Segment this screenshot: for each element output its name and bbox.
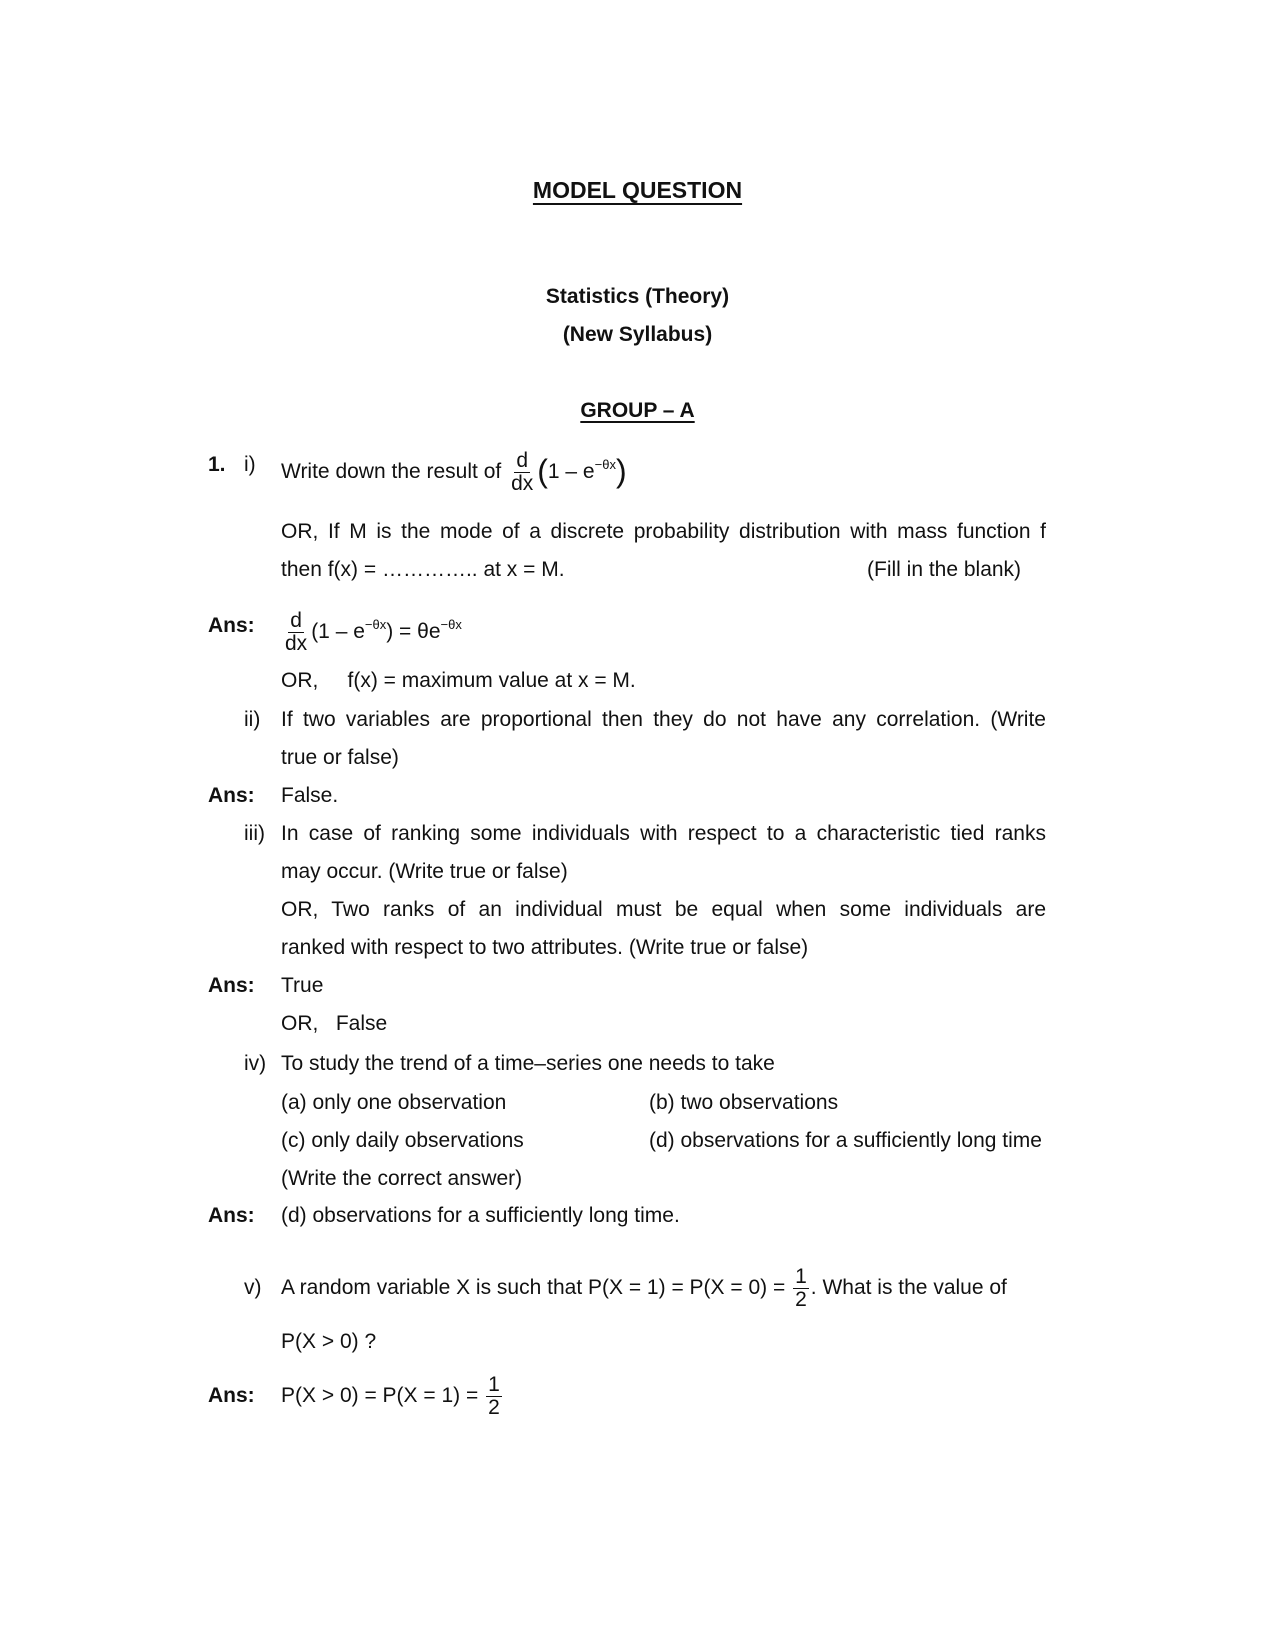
answer-label: Ans: — [208, 614, 255, 637]
q1-i-or-line1: OR, If M is the mode of a discrete probability distribution with mass function f — [281, 520, 1046, 543]
half-fraction: $\frac{1}{2}$ — [795, 1264, 807, 1311]
q1-i-answer: $\frac{d}{dx}$ $(1 - e^{-\theta x}) = \theta e^{-\theta x}$ — [285, 608, 462, 655]
q1-i-answer-or: OR, f(x) = maximum value at x = M. — [281, 669, 636, 692]
q1-i-label: i) — [244, 453, 256, 476]
q1-iv-label: iv) — [244, 1052, 267, 1075]
option-c: (c) only daily observations — [281, 1129, 524, 1152]
q1-i-question: Write down the result of $\frac{d}{dx}$ $(1 - e^{-\theta x})$ — [281, 448, 627, 495]
q1-v-answer: P(X > 0) = P(X = 1) = $\frac{1}{2}$ — [281, 1372, 500, 1419]
q1-ii-answer: False. — [281, 784, 339, 807]
option-d: (d) observations for a sufficiently long time — [649, 1129, 1042, 1152]
q1-iv-instruction: (Write the correct answer) — [281, 1167, 523, 1190]
option-b: (b) two observations — [649, 1091, 839, 1114]
derivative-fraction: $\frac{d}{dx}$ — [285, 608, 308, 655]
page-title: MODEL QUESTION — [532, 177, 743, 203]
answer-label: Ans: — [208, 784, 255, 807]
subject-heading: Statistics (Theory) — [545, 285, 730, 308]
half-fraction: $\frac{1}{2}$ — [488, 1372, 500, 1419]
answer-label: Ans: — [208, 1204, 255, 1227]
q1-v-question: A random variable X is such that P(X = 1) = P(X = 0) = $\frac{1}{2}$ . What is the value of — [281, 1264, 1007, 1311]
derivative-fraction: $\frac{d}{dx}$ — [511, 448, 534, 495]
q1-ii-label: ii) — [244, 708, 261, 731]
answer-label: Ans: — [208, 1384, 255, 1407]
q1-ii-line2: true or false) — [281, 746, 399, 769]
option-a: (a) only one observation — [281, 1091, 507, 1114]
q1-ii-line1: If two variables are proportional then they do not have any correlation. (Write — [281, 708, 1046, 731]
q1-iii-label: iii) — [244, 822, 265, 845]
q1-v-line2: P(X > 0) ? — [281, 1330, 377, 1353]
question-number: 1. — [208, 453, 226, 476]
q1-iii-answer-or: OR, False — [281, 1012, 388, 1035]
q1-iii-answer: True — [281, 974, 324, 997]
q1-iv-answer: (d) observations for a sufficiently long time. — [281, 1204, 680, 1227]
syllabus-heading: (New Syllabus) — [562, 323, 713, 346]
q1-iv-stem: To study the trend of a time–series one needs to take — [281, 1052, 775, 1075]
group-heading: GROUP – A — [580, 399, 695, 422]
q1-iii-line2: may occur. (Write true or false) — [281, 860, 568, 883]
answer-label: Ans: — [208, 974, 255, 997]
q1-iii-line1: In case of ranking some individuals with respect to a characteristic tied ranks — [281, 822, 1046, 845]
q1-iii-line3: OR, Two ranks of an individual must be equal when some individuals are — [281, 898, 1046, 921]
q1-i-or-line2: then f(x) = ………….. at x = M. — [281, 558, 565, 581]
fill-in-blank-note: (Fill in the blank) — [867, 558, 1022, 581]
q1-v-label: v) — [244, 1276, 262, 1299]
q1-iii-line4: ranked with respect to two attributes. (Write true or false) — [281, 936, 809, 959]
